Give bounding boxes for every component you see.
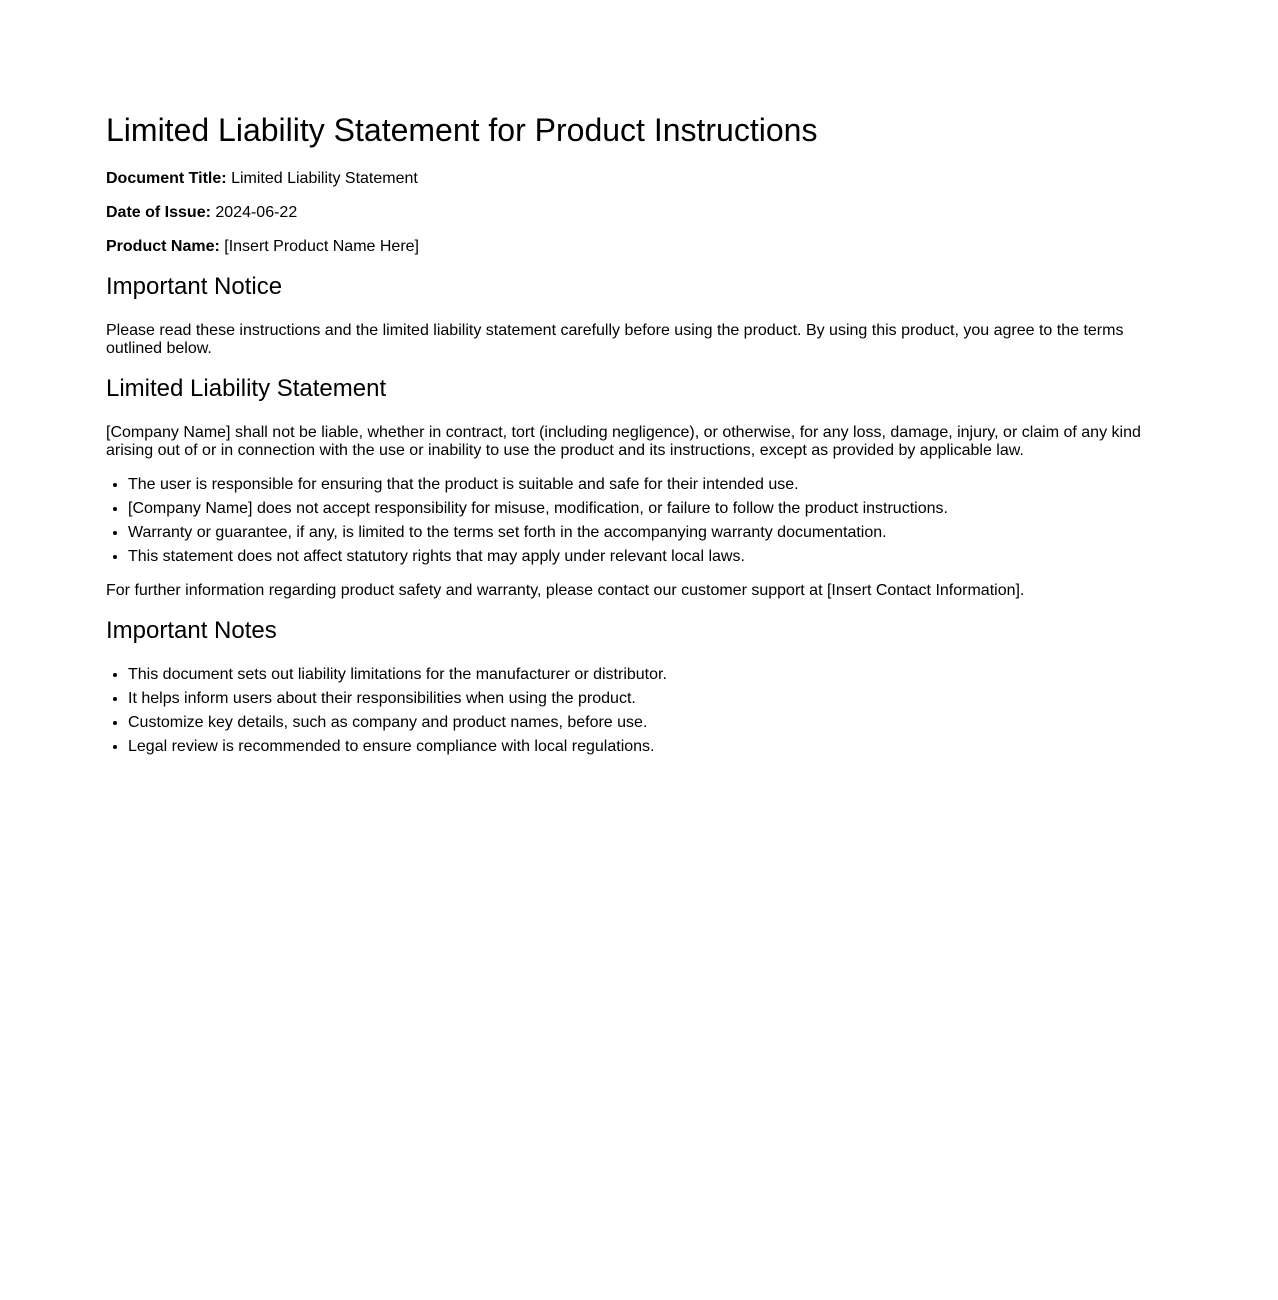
meta-label: Product Name: [106, 238, 220, 255]
notes-heading: Important Notes [106, 617, 277, 644]
meta-value: [Insert Product Name Here] [224, 238, 419, 255]
list-item: • [Company Name] does not accept responsibility for misuse, modification, or failure to follow the product instructions. [128, 500, 1150, 518]
list-item: • It helps inform users about their responsibilities when using the product. [128, 690, 1150, 708]
contact-text: For further information regarding product safety and warranty, please contact our customer support at [Insert Contact Information]. [106, 582, 1025, 599]
liability-heading: Limited Liability Statement [106, 375, 387, 402]
meta-value: 2024-06-22 [215, 204, 298, 221]
notes-list [106, 666, 1150, 756]
list-item: • This statement does not affect statutory rights that may apply under relevant local laws. [128, 548, 1150, 566]
liability-text: [Company Name] shall not be liable, whether in contract, tort (including negligence), or otherwise, for any loss, damage, injury, or claim of any kind arising out of or in connection with the use or inability to use the product and its instructions, except as provided by applicable law. [106, 424, 1141, 459]
meta-value: Limited Liability Statement [231, 170, 418, 187]
important-notice-heading: Important Notice [106, 273, 283, 300]
list-item: • Customize key details, such as company and product names, before use. [128, 714, 1150, 732]
meta-label: Date of Issue: [106, 204, 211, 221]
list-item: • This document sets out liability limitations for the manufacturer or distributor. [128, 666, 1150, 684]
list-item: • Warranty or guarantee, if any, is limited to the terms set forth in the accompanying warranty documentation. [128, 524, 1150, 542]
meta-date-of-issue [106, 204, 1150, 222]
meta-document-title [106, 170, 1150, 188]
liability-list [106, 476, 1150, 566]
meta-label: Document Title: [106, 170, 227, 187]
list-item: • Legal review is recommended to ensure compliance with local regulations. [128, 738, 1150, 756]
list-item: • The user is responsible for ensuring that the product is suitable and safe for their intended use. [128, 476, 1150, 494]
document-title: Limited Liability Statement for Product Instructions [106, 112, 818, 148]
important-notice-text: Please read these instructions and the limited liability statement carefully before using the product. By using this product, you agree to the terms outlined below. [106, 322, 1124, 357]
meta-product-name [106, 238, 1150, 256]
